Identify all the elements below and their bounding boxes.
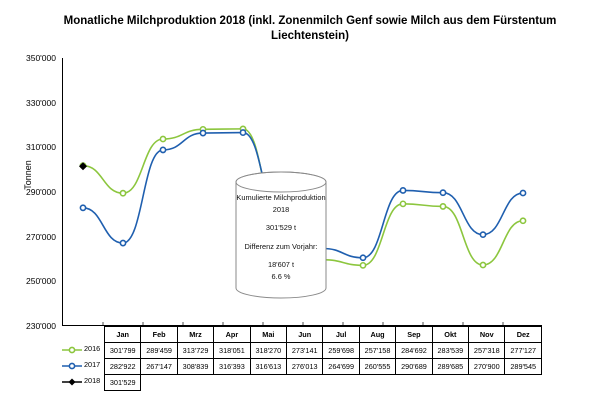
series-marker-2016 — [440, 204, 445, 209]
series-marker-2017 — [520, 190, 525, 195]
table-cell: 318'270 — [250, 343, 286, 359]
table-col-header-feb: Feb — [141, 327, 177, 343]
callout-text — [228, 192, 334, 282]
table-cell: 276'013 — [287, 359, 323, 375]
table-cell: 301'799 — [105, 343, 141, 359]
callout-line-3: 301'529 t — [265, 223, 297, 232]
legend-label: 2018 — [84, 375, 101, 385]
table-cell — [505, 375, 542, 391]
callout-line-2: 2018 — [272, 204, 290, 214]
table-col-header-apr: Apr — [214, 327, 250, 343]
table-cell: 282'922 — [105, 359, 141, 375]
table-col-header-aug: Aug — [359, 327, 395, 343]
table-cell: 257'318 — [469, 343, 505, 359]
table-cell: 273'141 — [287, 343, 323, 359]
legend-item-2017 — [62, 359, 105, 375]
table-cell — [287, 375, 323, 391]
y-tick-label: 310'000 — [26, 142, 56, 153]
legend-marker-icon — [62, 346, 82, 354]
table-cell: 257'158 — [359, 343, 395, 359]
cumulative-production-callout — [228, 170, 334, 302]
y-tick-label: 350'000 — [26, 53, 56, 63]
series-marker-2016 — [520, 218, 525, 223]
table-cell — [359, 375, 395, 391]
table-col-header-mai: Mai — [250, 327, 286, 343]
table-cell: 290'689 — [396, 359, 432, 375]
table-cell: 289'685 — [432, 359, 468, 375]
y-tick-label: 250'000 — [26, 276, 56, 287]
table-cell: 308'839 — [177, 359, 213, 375]
data-table — [62, 326, 542, 391]
table-col-header-nov: Nov — [469, 327, 505, 343]
table-cell: 283'539 — [432, 343, 468, 359]
series-marker-2016 — [400, 201, 405, 206]
series-marker-2017 — [80, 205, 85, 210]
series-marker-2017 — [240, 130, 245, 135]
table-cell: 289'545 — [505, 359, 542, 375]
table-cell: 264'699 — [323, 359, 359, 375]
legend-label: 2016 — [84, 343, 101, 353]
legend-marker-icon — [62, 378, 82, 386]
table-cell — [177, 375, 213, 391]
table-col-header-dez: Dez — [505, 327, 542, 343]
table-row — [62, 343, 542, 359]
callout-line-1: Kumulierte Milchproduktion — [236, 193, 326, 202]
series-marker-2017 — [360, 255, 365, 260]
table-col-header-mrz: Mrz — [177, 327, 213, 343]
table-cell — [214, 375, 250, 391]
y-tick-label: 270'000 — [26, 231, 56, 242]
table-col-header-jun: Jun — [287, 327, 323, 343]
table-cell: 284'692 — [396, 343, 432, 359]
series-marker-2017 — [400, 188, 405, 193]
legend-marker-icon — [62, 362, 82, 370]
table-row — [62, 359, 542, 375]
table-cell — [469, 375, 505, 391]
table-cell: 318'051 — [214, 343, 250, 359]
series-marker-2016 — [160, 136, 165, 141]
legend-item-2018 — [62, 375, 105, 391]
table-cell — [141, 375, 177, 391]
legend-label: 2017 — [84, 359, 101, 369]
callout-line-4: Differenz zum Vorjahr: — [244, 241, 318, 251]
callout-line-5: 18'607 t — [267, 260, 295, 269]
y-tick-label: 230'000 — [26, 321, 56, 331]
table-cell: 270'900 — [469, 359, 505, 375]
table-cell: 316'393 — [214, 359, 250, 375]
series-marker-2016 — [360, 263, 365, 268]
table-col-header-jan: Jan — [105, 327, 141, 343]
table-cell: 301'529 — [105, 375, 141, 391]
series-marker-2017 — [200, 130, 205, 135]
series-marker-2017 — [440, 190, 445, 195]
table-col-header-jul: Jul — [323, 327, 359, 343]
chart-title: Monatliche Milchproduktion 2018 (inkl. Zonenmilch Genf sowie Milch aus dem Fürstentum Liechtenstein) — [63, 15, 557, 42]
table-cell: 277'127 — [505, 343, 542, 359]
series-marker-2017 — [480, 232, 485, 237]
series-marker-2017 — [120, 240, 125, 245]
y-axis-label: Tonnen — [23, 160, 33, 190]
y-tick-label: 290'000 — [26, 187, 56, 197]
table-cell — [396, 375, 432, 391]
table-cell: 267'147 — [141, 359, 177, 375]
table-cell: 260'555 — [359, 359, 395, 375]
series-marker-2016 — [480, 262, 485, 267]
legend-item-2016 — [62, 343, 105, 359]
callout-line-6: 6.6 % — [271, 271, 291, 281]
y-tick-label: 330'000 — [26, 97, 56, 108]
table-corner-cell — [62, 327, 105, 343]
table-cell — [250, 375, 286, 391]
table-cell: 316'613 — [250, 359, 286, 375]
table-cell — [323, 375, 359, 391]
table-cell: 259'698 — [323, 343, 359, 359]
table-header-row — [62, 327, 542, 343]
table-cell — [432, 375, 468, 391]
table-cell: 289'459 — [141, 343, 177, 359]
series-marker-2017 — [160, 147, 165, 152]
series-marker-2018 — [79, 162, 87, 170]
table-cell: 313'729 — [177, 343, 213, 359]
table-row — [62, 375, 542, 391]
table-body — [62, 343, 542, 391]
table-col-header-sep: Sep — [396, 327, 432, 343]
table-col-header-okt: Okt — [432, 327, 468, 343]
series-marker-2016 — [120, 191, 125, 196]
